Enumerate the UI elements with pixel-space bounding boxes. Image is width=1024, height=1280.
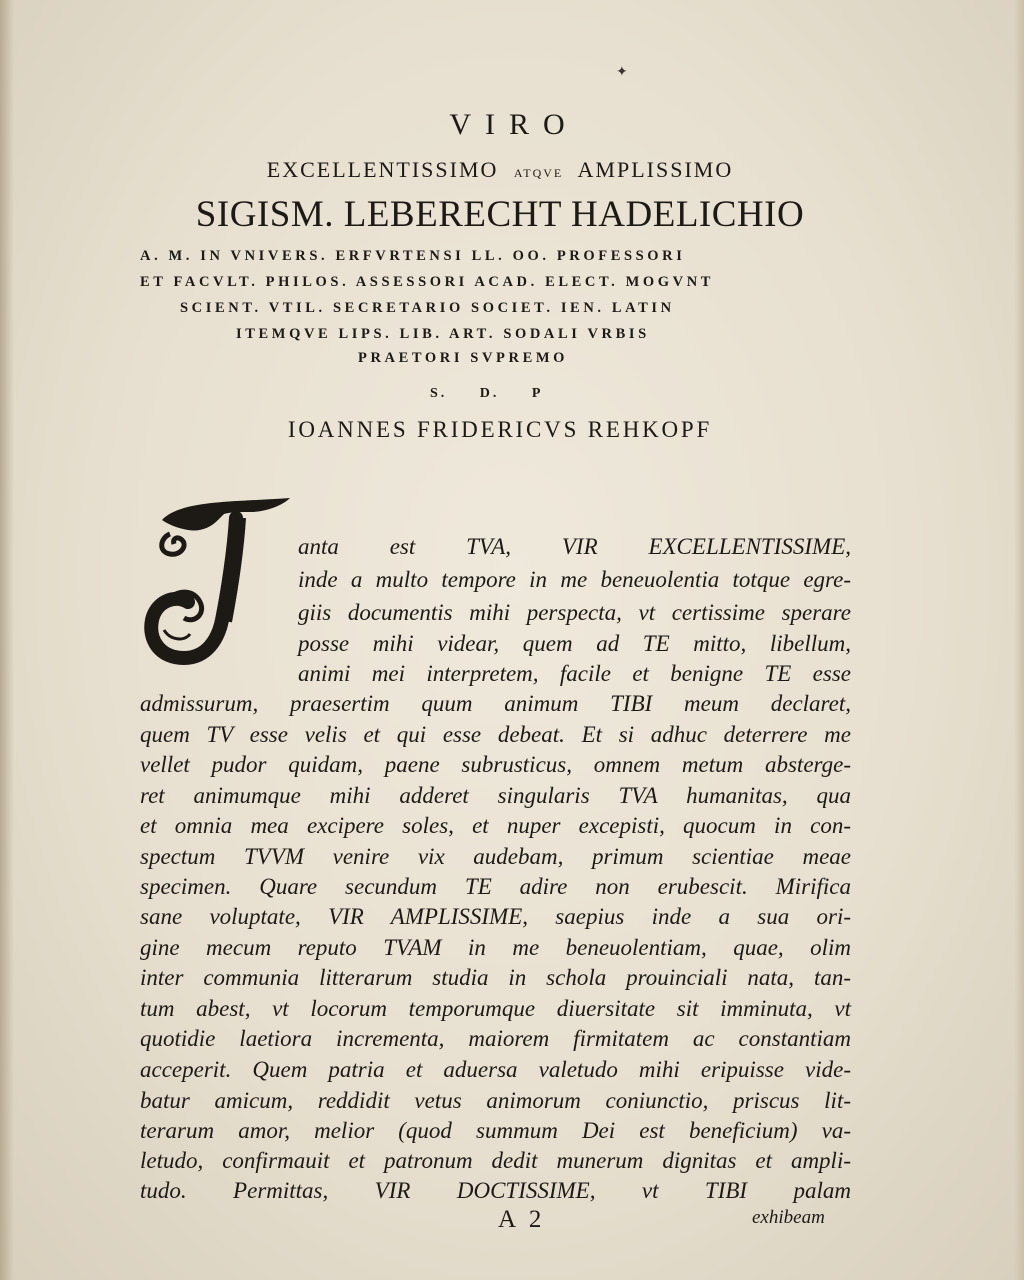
dedicatee-title-line: PRAETORI SVPREMO	[358, 350, 568, 366]
body-text-line: admissurum, praesertim quum animum TIBI meum declaret,	[140, 691, 851, 716]
dedicatee-name: SIGISM. LEBERECHT HADELICHIO	[195, 194, 805, 235]
salutation-abbreviation: S. D. P	[430, 386, 544, 401]
signature-mark: A 2	[498, 1206, 546, 1233]
body-text-line: inde a multo tempore in me beneuolentia totque egre-	[298, 567, 851, 592]
dedicatee-title-line: ITEMQVE LIPS. LIB. ART. SODALI VRBIS	[236, 326, 650, 342]
epithet-conjunction: ATQVE	[513, 166, 564, 180]
body-text-line: spectum TVVM venire vix audebam, primum scientiae meae	[140, 844, 851, 869]
epithet-1: EXCELLENTISSIMO	[266, 157, 499, 182]
body-text-line: quem TV esse velis et qui esse debeat. Et si adhuc deterrere me	[140, 722, 851, 747]
decorated-initial-letter	[140, 490, 310, 670]
body-text-line: acceperit. Quem patria et aduersa valetudo mihi eripuisse vide-	[140, 1057, 851, 1082]
body-text-line: batur amicum, reddidit vetus animorum coniunctio, priscus lit-	[140, 1088, 851, 1113]
dedication-epithets	[140, 157, 860, 183]
page-edge-shadow-left	[0, 0, 14, 1280]
body-text-line: sane voluptate, VIR AMPLISSIME, saepius inde a sua ori-	[140, 904, 851, 929]
body-text-line: tudo. Permittas, VIR DOCTISSIME, vt TIBI palam	[140, 1178, 851, 1203]
body-text-line: anta est TVA, VIR EXCELLENTISSIME,	[298, 534, 851, 559]
body-text-line: specimen. Quare secundum TE adire non erubescit. Mirifica	[140, 874, 851, 899]
body-text-line: gine mecum reputo TVAM in me beneuolentiam, quae, olim	[140, 935, 851, 960]
body-text-line: letudo, confirmauit et patronum dedit munerum dignitas et ampli-	[140, 1148, 851, 1173]
dedicatee-title-line: A. M. IN VNIVERS. ERFVRTENSI LL. OO. PROFESSORI	[140, 248, 686, 264]
dedicatee-title-line: ET FACVLT. PHILOS. ASSESSORI ACAD. ELECT. MOGVNT	[140, 274, 715, 290]
body-text-line: animi mei interpretem, facile et benigne TE esse	[298, 661, 851, 686]
epithet-2: AMPLISSIMO	[577, 157, 734, 182]
body-text-line: et omnia mea excipere soles, et nuper excepisti, quocum in con-	[140, 813, 851, 838]
body-text-line: posse mihi videar, quem ad TE mitto, libellum,	[298, 631, 851, 656]
body-text-line: ret animumque mihi adderet singularis TVA humanitas, qua	[140, 783, 851, 808]
catchword: exhibeam	[752, 1207, 825, 1228]
page-edge-shadow-right	[1014, 0, 1024, 1280]
dedicatee-title-line: SCIENT. VTIL. SECRETARIO SOCIET. IEN. LATIN	[180, 300, 675, 316]
initial-letter-ornament-icon	[140, 490, 310, 670]
stray-ink-mark: ✦	[616, 65, 628, 80]
body-text-line: inter communia litterarum studia in schola prouinciali nata, tan-	[140, 965, 851, 990]
body-text-line: quotidie laetiora incrementa, maiorem firmitatem ac constantiam	[140, 1026, 851, 1051]
body-text-line: vellet pudor quidam, paene subrusticus, omnem metum abstergе-	[140, 752, 851, 777]
author-name: IOANNES FRIDERICVS REHKOPF	[287, 417, 713, 442]
body-text-line: terarum amor, melior (quod summum Dei est beneficium) va-	[140, 1118, 851, 1143]
body-text-line: giis documentis mihi perspecta, vt certissime sperare	[298, 600, 851, 625]
dedication-heading: VIRO	[449, 108, 579, 141]
body-text-line: tum abest, vt locorum temporumque diuersitate sit imminuta, vt	[140, 996, 851, 1021]
